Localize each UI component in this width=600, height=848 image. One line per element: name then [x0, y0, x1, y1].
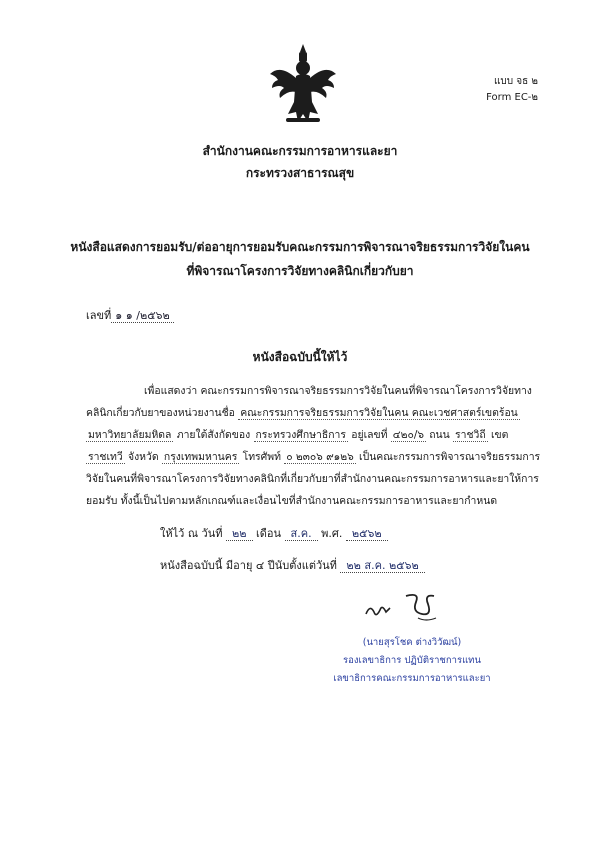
body-line-4-tail: เป็นคณะกรรมการพิจารณาจริยธรรมการ — [359, 451, 541, 463]
body-line-4 — [86, 446, 541, 468]
body-address-label: อยู่เลขที่ — [351, 429, 388, 441]
body-paragraph — [86, 380, 541, 512]
body-line-3 — [86, 424, 526, 446]
validity-text: หนังสือฉบับนี้ มีอายุ ๔ ปีนับตั้งแต่วันที่ — [160, 559, 337, 572]
handwritten-signature-icon — [362, 590, 454, 624]
body-address-number: ๔๒๐/๖ — [392, 429, 424, 441]
garuda-emblem-icon — [266, 42, 340, 126]
body-district: ราชเทวี — [88, 451, 123, 463]
form-code — [486, 74, 538, 106]
signatory-name: (นายสุรโชค ต่างวิวัฒน์) — [362, 637, 462, 648]
body-line-5: วิจัยในคนที่พิจารณาโครงการวิจัยทางคลินิกที่เกี่ยวกับยาที่สำนักงานคณะกรรมการอาหารและยาให้การ — [86, 473, 539, 485]
issue-date-label: ให้ไว้ ณ วันที่ — [160, 527, 223, 540]
issue-date — [160, 524, 388, 542]
issue-month-label: เดือน — [256, 527, 282, 540]
body-province: กรุงเทพมหานคร — [163, 451, 238, 463]
signatory-title: เลขาธิการคณะกรรมการอาหารและยา — [333, 673, 491, 684]
body-line-1: เพื่อแสดงว่า คณะกรรมการพิจารณาจริยธรรมการวิจัยในคนที่พิจารณาโครงการวิจัยทาง — [144, 385, 532, 397]
body-phone-label: โทรศัพท์ — [242, 451, 281, 463]
document-title-line2: ที่พิจารณาโครงการวิจัยทางคลินิกเกี่ยวกับยา — [186, 264, 414, 278]
validity-date: ๒๒ ส.ค. ๒๕๖๒ — [340, 559, 424, 573]
document-number-value: ๑ ๑ /๒๕๖๒ — [111, 309, 173, 323]
signatory-block — [312, 634, 512, 688]
body-unit-name: คณะกรรมการจริยธรรมการวิจัยในคน คณะเวชศาสตร์เขตร้อน — [240, 407, 518, 419]
issue-year-label: พ.ศ. — [321, 527, 343, 540]
body-university: มหาวิทยาลัยมหิดล — [88, 429, 172, 441]
issue-year: ๒๕๖๒ — [346, 527, 388, 541]
validity-statement — [160, 556, 425, 574]
body-unit-label: คลินิกเกี่ยวกับยาของหน่วยงานชื่อ — [86, 407, 235, 419]
form-code-en: Form EC-๒ — [486, 92, 538, 103]
issue-day: ๒๒ — [226, 527, 253, 541]
body-province-label: จังหวัด — [128, 451, 159, 463]
agency-name: สำนักงานคณะกรรมการอาหารและยา — [202, 144, 398, 158]
ministry-name: กระทรวงสาธารณสุข — [245, 166, 355, 180]
body-road-label: ถนน — [429, 429, 450, 441]
signatory-position: รองเลขาธิการ ปฏิบัติราชการแทน — [343, 655, 481, 666]
body-district-label: เขต — [490, 429, 509, 441]
body-line-6: ยอมรับ ทั้งนี้เป็นไปตามหลักเกณฑ์และเงื่อนไขที่สำนักงานคณะกรรมการอาหารและยากำหนด — [86, 495, 498, 507]
form-code-thai: แบบ จธ ๒ — [493, 76, 538, 87]
body-ministry: กระทรวงศึกษาธิการ — [255, 429, 346, 441]
body-line-2 — [86, 402, 526, 424]
body-affiliation-label: ภายใต้สังกัดของ — [176, 429, 251, 441]
document-number-label: เลขที่ — [86, 309, 112, 322]
document-title-line1: หนังสือแสดงการยอมรับ/ต่ออายุการยอมรับคณะกรรมการพิจารณาจริยธรรมการวิจัยในคน — [70, 240, 530, 254]
body-road: ราชวิถี — [455, 429, 486, 441]
document-number — [86, 306, 174, 324]
issue-month: ส.ค. — [285, 527, 318, 541]
issued-heading: หนังสือฉบับนี้ให้ไว้ — [252, 350, 348, 364]
body-phone: ๐ ๒๓๐๖ ๙๑๒๖ — [286, 451, 354, 463]
